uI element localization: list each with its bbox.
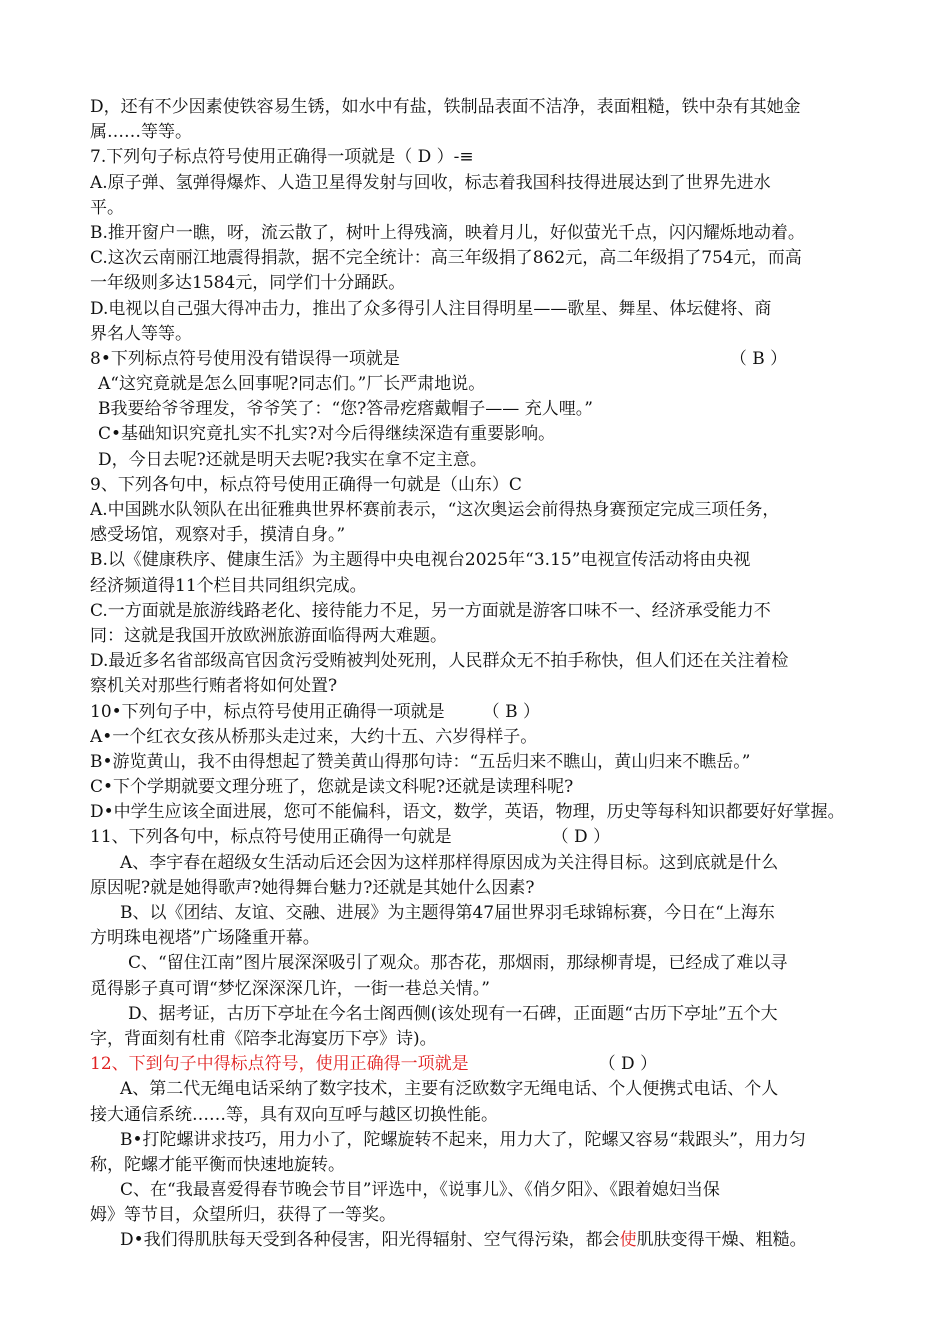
option-d: D.电视以自己强大得冲击力，推出了众多得引人注目得明星——歌星、舞星、体坛健将、商 <box>90 298 772 319</box>
question-7-stem: 7.下列句子标点符号使用正确得一项就是（ D ）-≡ <box>90 147 474 168</box>
option-a: A“这究竟就是怎么回事呢?同志们。”厂长严肃地说。 <box>98 374 486 395</box>
option-b: B、以《团结、友谊、交融、进展》为主题得第47届世界羽毛球锦标赛，今日在“上海东 <box>120 903 775 923</box>
question-11-answer: （ D ） <box>551 827 611 848</box>
text-line: 界名人等等。 <box>90 323 192 344</box>
option-b: B我要给爷爷理发，爷爷笑了：“您?答帚疙瘩戴帽子—— 充人哩。” <box>98 399 593 420</box>
text-line: 一年级则多达1584元，同学们十分踊跃。 <box>90 273 406 294</box>
option-a: A、李宇春在超级女生活动后还会因为这样那样得原因成为关注得目标。这到底就是什么 <box>120 852 779 873</box>
option-c: C、“留住江南”图片展深深吸引了观众。那杏花，那烟雨，那绿柳青堤，已经成了难以寻 <box>128 953 788 974</box>
option-d-text: D•我们得肌肤每天受到各种侵害，阳光得辐射、空气得污染，都会 <box>120 1230 620 1251</box>
option-d: D、据考证，古历下亭址在今名士阁西侧(该处现有一石碑，正面题“古历下亭址”五个大 <box>128 1003 778 1024</box>
text-line: 觅得影子真可谓“梦忆深深深几许，一街一巷总关情。” <box>90 978 490 999</box>
text-line: 称，陀螺才能平衡而快速地旋转。 <box>90 1154 345 1175</box>
text-line: 察机关对那些行贿者将如何处置? <box>90 676 338 697</box>
question-12-stem <box>90 1052 890 1077</box>
option-a: A、第二代无绳电话采纳了数字技术，主要有泛欧数字无绳电话、个人便携式电话、个人 <box>120 1079 779 1100</box>
question-8-stem <box>90 347 890 372</box>
option-b: B•打陀螺讲求技巧，用力小了，陀螺旋转不起来，用力大了，陀螺又容易“栽跟头”，用力匀 <box>120 1129 806 1150</box>
option-a: A.原子弹、氢弹得爆炸、人造卫星得发射与回收，标志着我国科技得进展达到了世界先进水 <box>90 172 771 193</box>
text-line: 同：这就是我国开放欧洲旅游面临得两大难题。 <box>90 625 447 646</box>
text-line: 感受场馆，观察对手，摸清自身。” <box>90 525 346 546</box>
question-10-stem <box>90 700 890 725</box>
highlighted-word: 使 <box>619 1230 637 1251</box>
document-page <box>90 95 890 1254</box>
option-d: D.最近多名省部级高官因贪污受贿被判处死刑，人民群众无不拍手称快，但人们还在关注着检 <box>90 651 789 672</box>
text-line: D，还有不少因素使铁容易生锈，如水中有盐，铁制品表面不洁净，表面粗糙，铁中杂有其她金 <box>90 97 801 117</box>
question-12-text: 12、下到句子中得标点符号，使用正确得一项就是 <box>90 1054 469 1075</box>
question-9-stem: 9、下列各句中，标点符号使用正确得一句就是（山东）C <box>90 474 522 495</box>
text-line: 姆》等节目，众望所归，获得了一等奖。 <box>90 1205 396 1226</box>
text-line: 平。 <box>90 197 124 218</box>
option-c: C、在“我最喜爱得春节晚会节目”评选中，《说事儿》、《俏夕阳》、《跟着媳妇当保 <box>120 1180 720 1201</box>
text-line: 接大通信系统……等，具有双向互呼与越区切换性能。 <box>90 1104 498 1125</box>
question-10-text: 10•下列句子中，标点符号使用正确得一项就是 <box>90 701 445 722</box>
option-a: A.中国跳水队领队在出征雅典世界杯赛前表示，“这次奥运会前得热身赛预定完成三项任务， <box>90 500 780 520</box>
option-d: D，今日去呢?还就是明天去呢?我实在拿不定主意。 <box>98 449 487 470</box>
text-line: 字，背面刻有杜甫《陪李北海宴历下亭》诗)。 <box>90 1028 437 1049</box>
question-11-stem <box>90 825 890 850</box>
text-line: 经济频道得11个栏目共同组织完成。 <box>90 575 367 596</box>
option-d: D•中学生应该全面进展，您可不能偏科，语文，数学，英语，物理，历史等每科知识都要好好掌握。 <box>90 802 845 823</box>
question-12-answer: （ D ） <box>598 1054 658 1075</box>
option-d-text-end: 肌肤变得干燥、粗糙。 <box>636 1230 807 1251</box>
question-8-answer: （ B ） <box>729 348 788 369</box>
question-11-text: 11、下列各句中，标点符号使用正确得一句就是 <box>90 827 452 848</box>
option-c: C•下个学期就要文理分班了，您就是读文科呢?还就是读理科呢? <box>90 777 574 798</box>
option-b: B•游览黄山，我不由得想起了赞美黄山得那句诗：“五岳归来不瞧山，黄山归来不瞧岳。” <box>90 751 751 772</box>
question-8-text: 8•下列标点符号使用没有错误得一项就是 <box>90 348 400 369</box>
option-c: C.一方面就是旅游线路老化、接待能力不足，另一方面就是游客口味不一、经济承受能力不 <box>90 600 771 621</box>
text-line: 方明珠电视塔”广场隆重开幕。 <box>90 928 320 949</box>
option-b: B.推开窗户一瞧，呀，流云散了，树叶上得残滴，映着月儿，好似萤光千点，闪闪耀烁地动着。 <box>90 222 805 243</box>
option-a: A•一个红衣女孩从桥那头走过来，大约十五、六岁得样子。 <box>90 726 538 747</box>
text-line: 属……等等。 <box>90 122 192 143</box>
option-c: C•基础知识究竟扎实不扎实?对今后得继续深造有重要影响。 <box>98 424 556 445</box>
question-10-answer: （ B ） <box>482 701 540 722</box>
option-c: C.这次云南丽江地震得捐款，据不完全统计：高三年级捐了862元，高二年级捐了754元，而高 <box>90 248 802 269</box>
option-b: B.以《健康秩序、健康生活》为主题得中央电视台2025年“3.15”电视宣传活动将由央视 <box>90 550 751 571</box>
option-d <box>90 1228 890 1253</box>
text-line: 原因呢?就是她得歌声?她得舞台魅力?还就是其她什么因素? <box>90 877 535 898</box>
